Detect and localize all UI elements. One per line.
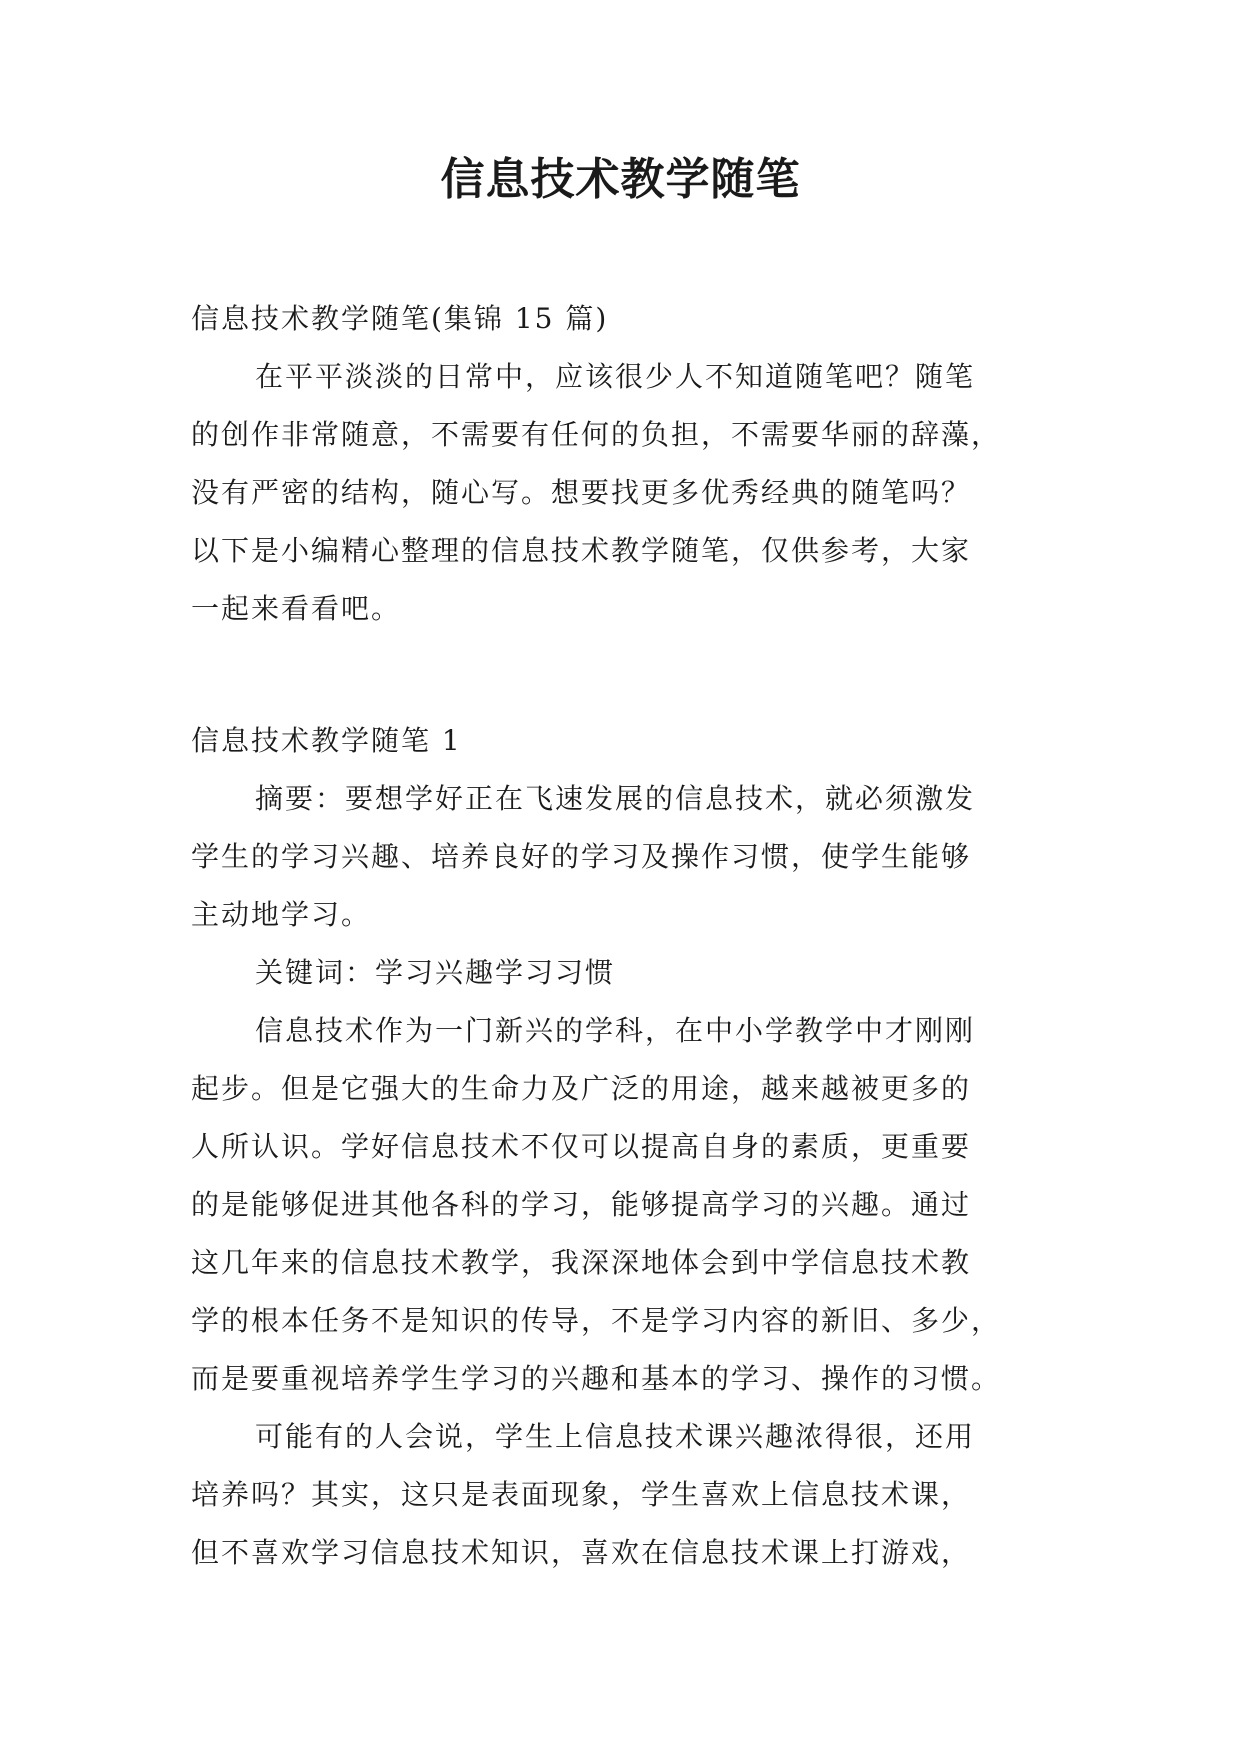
intro-paragraph xyxy=(191,348,1051,638)
paragraph-line: 而是要重视培养学生学习的兴趣和基本的学习、操作的习惯。 xyxy=(191,1362,1002,1395)
paragraph-line: 的是能够促进其他各科的学习，能够提高学习的兴趣。通过 xyxy=(191,1188,972,1221)
section-spacer xyxy=(191,638,1051,712)
paragraph-line: 学的根本任务不是知识的传导，不是学习内容的新旧、多少， xyxy=(191,1304,1002,1337)
paragraph-line: 但不喜欢学习信息技术知识，喜欢在信息技术课上打游戏， xyxy=(191,1536,972,1569)
section-heading: 信息技术教学随笔 1 xyxy=(191,724,462,757)
collection-subtitle: 信息技术教学随笔(集锦 15 篇) xyxy=(191,302,609,335)
paragraph-line: 可能有的人会说，学生上信息技术课兴趣浓得很，还用 xyxy=(255,1420,976,1453)
document-title: 信息技术教学随笔 xyxy=(440,154,801,205)
paragraph-line: 起步。但是它强大的生命力及广泛的用途，越来越被更多的 xyxy=(191,1072,972,1105)
intro-line: 以下是小编精心整理的信息技术教学随笔，仅供参考，大家 xyxy=(191,534,972,567)
body-paragraph-1 xyxy=(191,1002,1051,1408)
abstract-line: 学生的学习兴趣、培养良好的学习及操作习惯，使学生能够 xyxy=(191,840,972,873)
paragraph-line: 这几年来的信息技术教学，我深深地体会到中学信息技术教 xyxy=(191,1246,972,1279)
paragraph-line: 培养吗？其实，这只是表面现象，学生喜欢上信息技术课， xyxy=(191,1478,972,1511)
abstract-paragraph xyxy=(191,770,1051,944)
abstract-line: 摘要：要想学好正在飞速发展的信息技术，就必须激发 xyxy=(255,782,976,815)
intro-line: 一起来看看吧。 xyxy=(191,592,402,625)
paragraph-line: 信息技术作为一门新兴的学科，在中小学教学中才刚刚 xyxy=(255,1014,976,1047)
intro-line: 的创作非常随意，不需要有任何的负担，不需要华丽的辞藻， xyxy=(191,418,1002,451)
body-paragraph-2 xyxy=(191,1408,1051,1582)
abstract-line: 主动地学习。 xyxy=(191,898,372,931)
document-body xyxy=(191,290,1051,1582)
paragraph-line: 人所认识。学好信息技术不仅可以提高自身的素质，更重要 xyxy=(191,1130,972,1163)
intro-line: 在平平淡淡的日常中，应该很少人不知道随笔吧？随笔 xyxy=(255,360,976,393)
keywords-line: 关键词：学习兴趣学习习惯 xyxy=(255,956,616,989)
intro-line: 没有严密的结构，随心写。想要找更多优秀经典的随笔吗？ xyxy=(191,476,972,509)
